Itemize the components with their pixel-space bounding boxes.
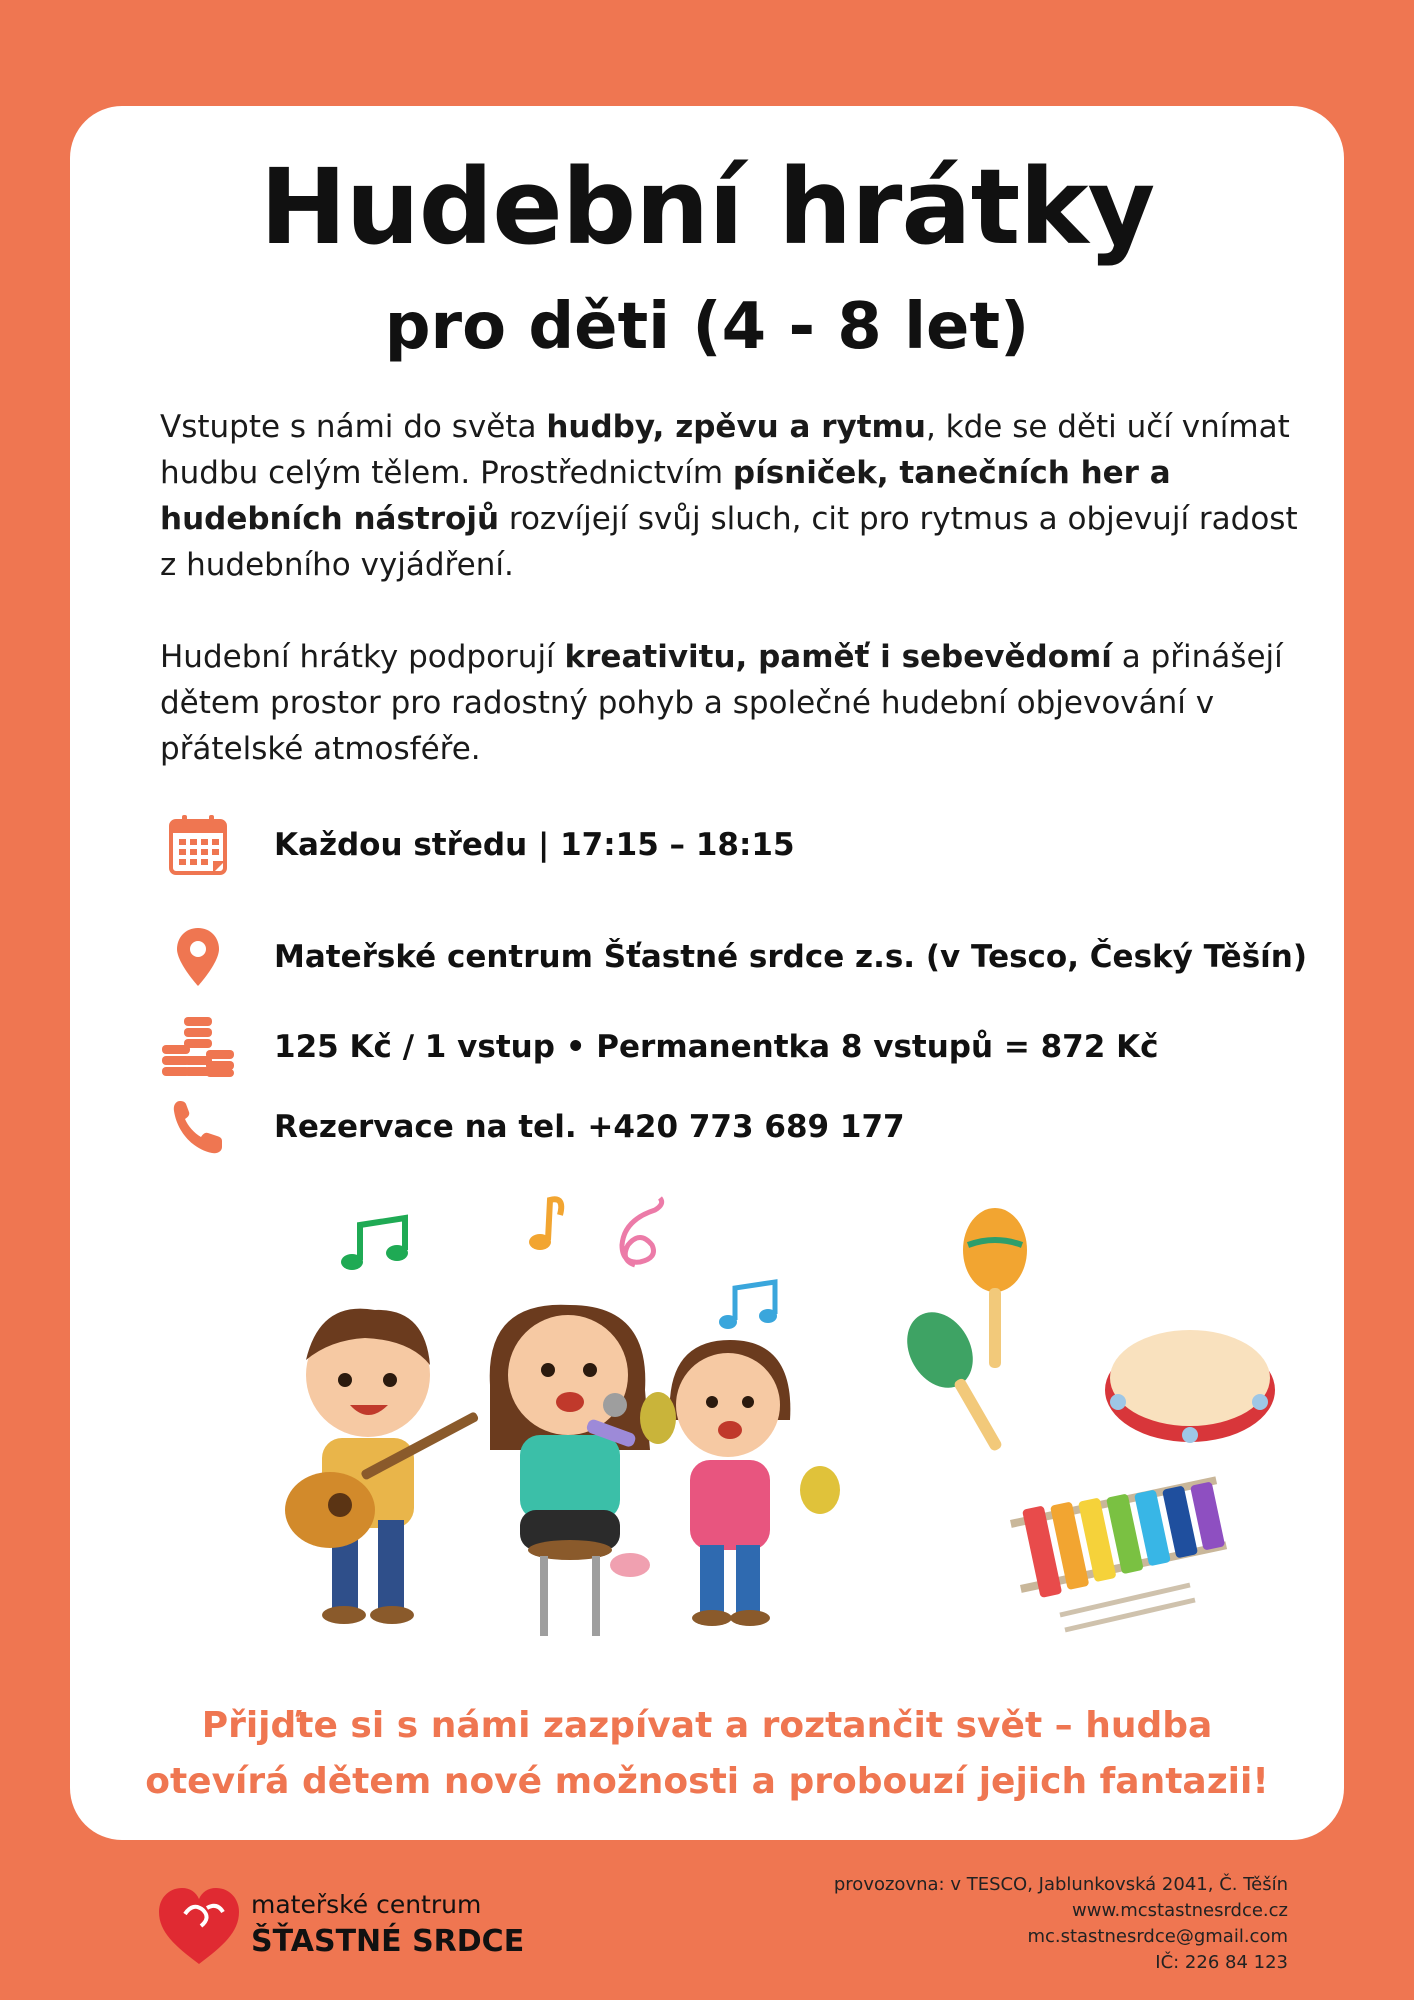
treble-clef-icon bbox=[622, 1198, 662, 1265]
xylophone-icon bbox=[1010, 1476, 1227, 1630]
brand-line-1: mateřské centrum bbox=[251, 1890, 482, 1919]
reservation-text: Rezervace na tel. +420 773 689 177 bbox=[274, 1109, 905, 1145]
info-location-row bbox=[160, 922, 1320, 992]
schedule-text: Každou středu | 17:15 – 18:15 bbox=[274, 827, 795, 863]
footer-email-link[interactable]: mc.stastnesrdce@gmail.com bbox=[1027, 1926, 1288, 1947]
price-text: 125 Kč / 1 vstup • Permanentka 8 vstupů = 872 Kč bbox=[274, 1029, 1159, 1065]
intro-paragraph-2 bbox=[160, 634, 1300, 772]
location-text: Mateřské centrum Šťastné srdce z.s. (v Tesco, Český Těšín) bbox=[274, 939, 1308, 975]
tambourine-icon bbox=[1105, 1330, 1275, 1443]
info-price-row bbox=[160, 1012, 1320, 1082]
heart-logo-icon bbox=[155, 1884, 243, 1968]
text-segment-0: Vstupte s námi do světa bbox=[160, 409, 547, 445]
location-pin-icon bbox=[160, 922, 236, 992]
text-segment-4: rozvíjejí svůj sluch, cit pro rytmus a objevují radost z hudebního vyjádření. bbox=[160, 501, 1298, 583]
text-segment-0: Hudební hrátky podporují bbox=[160, 639, 565, 675]
music-note-orange-icon bbox=[529, 1199, 561, 1250]
footer-contact bbox=[834, 1872, 1288, 1976]
cta-line-2: otevírá dětem nové možnosti a probouzí jejich fantazii! bbox=[145, 1761, 1269, 1802]
maracas-icon bbox=[894, 1208, 1027, 1452]
intro-paragraph-1 bbox=[160, 404, 1300, 588]
music-note-green-icon bbox=[341, 1218, 408, 1270]
girl-singing-illustration bbox=[490, 1305, 650, 1636]
page-subtitle: pro děti (4 - 8 let) bbox=[384, 290, 1030, 364]
cta-line-1: Přijďte si s námi zazpívat a roztančit svět – hudba bbox=[201, 1705, 1213, 1746]
calendar-icon bbox=[160, 810, 236, 880]
music-note-blue-icon bbox=[719, 1282, 777, 1329]
bold-segment-1: kreativitu, paměť i sebevědomí bbox=[564, 639, 1112, 675]
info-schedule-row bbox=[160, 810, 1320, 880]
page-title: Hudební hrátky bbox=[259, 146, 1155, 268]
phone-icon bbox=[160, 1092, 236, 1162]
call-to-action bbox=[0, 1698, 1414, 1810]
footer-ico: IČ: 226 84 123 bbox=[1155, 1952, 1288, 1973]
girl-with-maracas-illustration bbox=[640, 1340, 840, 1626]
bold-segment-3: písniček, tanečních her a hudebních nástrojů bbox=[160, 455, 1171, 537]
boy-with-guitar-illustration bbox=[285, 1309, 479, 1624]
children-music-illustration bbox=[260, 1190, 1320, 1660]
brand-line-2: ŠŤASTNÉ SRDCE bbox=[251, 1924, 525, 1959]
text-segment-2: , kde se děti učí vnímat hudbu celým tělem. Prostřednictvím bbox=[160, 409, 1290, 491]
footer-web-link[interactable]: www.mcstastnesrdce.cz bbox=[1072, 1900, 1288, 1921]
bold-segment-1: hudby, zpěvu a rytmu bbox=[546, 409, 926, 445]
coins-icon bbox=[160, 1012, 236, 1082]
footer-address: provozovna: v TESCO, Jablunkovská 2041, Č. Těšín bbox=[833, 1874, 1288, 1895]
info-reservation-row bbox=[160, 1092, 1320, 1162]
brand-logo bbox=[155, 1880, 525, 1970]
text-segment-2: a přinášejí dětem prostor pro radostný pohyb a společné hudební objevování v přátelské atmosféře. bbox=[160, 639, 1283, 767]
